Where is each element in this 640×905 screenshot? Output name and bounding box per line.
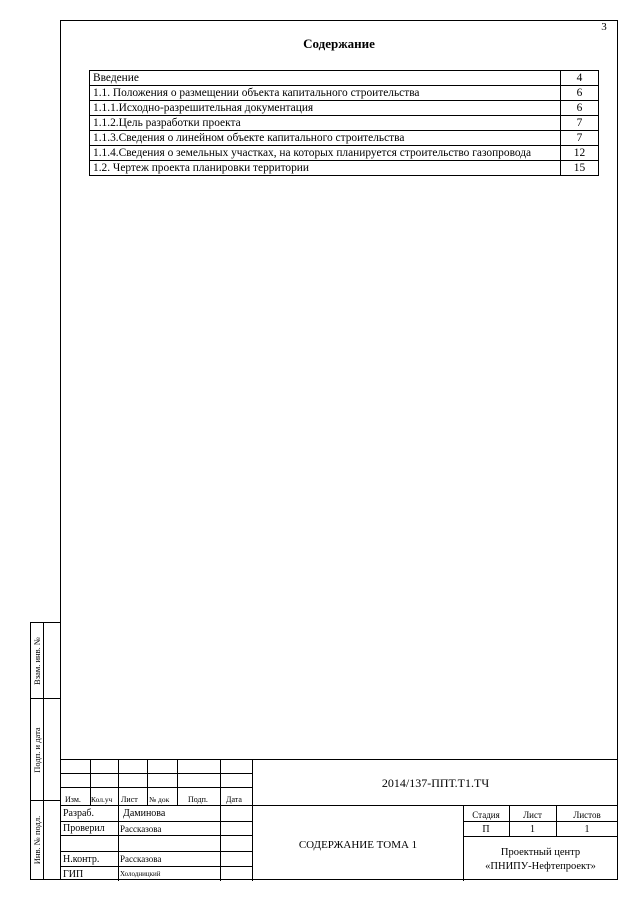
sheet-label: Лист — [523, 810, 542, 820]
stage-label: Стадия — [472, 810, 500, 820]
stamp-header-doc-num: № док — [149, 795, 170, 804]
page-title: Содержание — [303, 36, 375, 51]
toc-item-page: 6 — [561, 101, 599, 116]
stamp-role: Проверил — [63, 823, 105, 834]
document-title: СОДЕРЖАНИЕ ТОМА 1 — [298, 839, 418, 851]
stamp-header-date: Дата — [226, 795, 242, 804]
side-stamp-inv — [30, 800, 61, 880]
toc-item-text: Введение — [90, 71, 561, 86]
toc-item-page: 7 — [561, 131, 599, 146]
organization-name-line1: Проектный центр — [500, 847, 581, 858]
stamp-header-izm: Изм. — [65, 795, 81, 804]
side-label-podp: Подп. и дата — [32, 726, 42, 773]
toc-row — [90, 71, 599, 86]
toc-item-page: 6 — [561, 86, 599, 101]
toc-row — [90, 146, 599, 161]
toc-row — [90, 161, 599, 176]
stamp-header-list: Лист — [121, 795, 138, 804]
toc-row — [90, 116, 599, 131]
stamp-role: ГИП — [63, 869, 84, 880]
page-number: 3 — [601, 21, 607, 33]
stamp-name: Рассказова — [120, 854, 162, 864]
stamp-name: Холодницкий — [120, 870, 161, 878]
toc-row — [90, 101, 599, 116]
toc-table — [89, 70, 599, 176]
toc-item-page: 12 — [561, 146, 599, 161]
side-stamp-podp — [30, 698, 61, 801]
toc-item-text: 1.1.2.Цель разработки проекта — [90, 116, 561, 131]
side-label-inv: Инв. № подл. — [32, 815, 42, 865]
sheet-value: 1 — [530, 824, 535, 835]
document-code: 2014/137-ППТ.Т1.ТЧ — [381, 776, 490, 790]
toc-item-text: 1.1.1.Исходно-разрешительная документация — [90, 101, 561, 116]
side-stamp-vzam — [30, 622, 61, 699]
toc-item-page: 7 — [561, 116, 599, 131]
sheets-value: 1 — [584, 824, 590, 835]
toc-item-page: 4 — [561, 71, 599, 86]
organization-name-line2: «ПНИПУ-Нефтепроект» — [485, 861, 596, 872]
side-label-vzam: Взам. инв. № — [32, 636, 42, 685]
toc-item-page: 15 — [561, 161, 599, 176]
stamp-header-podp: Подп. — [188, 795, 208, 804]
toc-item-text: 1.1. Положения о размещении объекта капитального строительства — [90, 86, 561, 101]
stamp-name: Даминова — [123, 808, 166, 819]
toc-item-text: 1.1.4.Сведения о земельных участках, на которых планируется строительство газопровода — [90, 146, 561, 161]
stamp-role: Разраб. — [63, 808, 94, 819]
toc-item-text: 1.2. Чертеж проекта планировки территории — [90, 161, 561, 176]
toc-item-text: 1.1.3.Сведения о линейном объекте капитального строительства — [90, 131, 561, 146]
stamp-header-kolich: Кол.уч — [91, 795, 113, 804]
stamp-role: Н.контр. — [63, 854, 100, 865]
toc-row — [90, 86, 599, 101]
toc-row — [90, 131, 599, 146]
stage-value: П — [482, 824, 490, 835]
title-block — [60, 759, 618, 880]
sheets-label: Листов — [573, 810, 601, 820]
stamp-name: Рассказова — [120, 824, 162, 834]
